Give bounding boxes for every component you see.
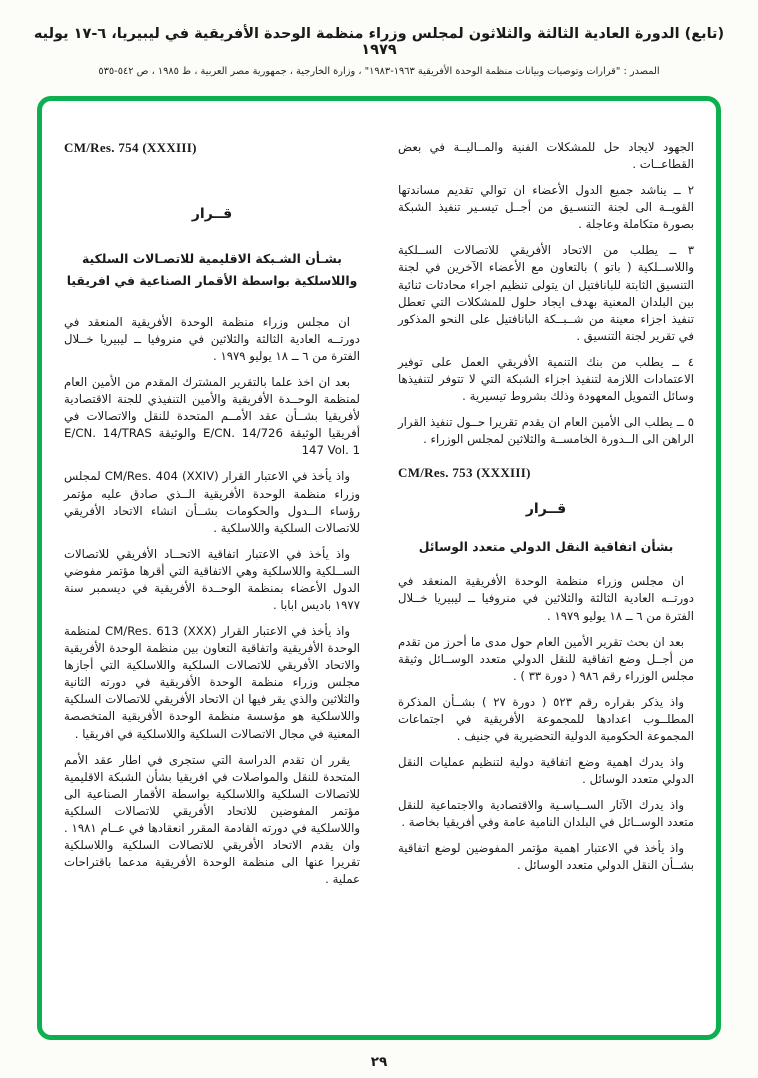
resolution-title-754: بشـأن الشـبكة الاقليمية للاتصـالات السلكية واللاسلكية بواسطة الأقمار الصناعية في افريقيا <box>66 251 358 289</box>
paragraph: واذ يأخذ في الاعتبار اتفاقية الاتحــاد الأفريقي للاتصالات الســلكية واللاسلكية وهي الاتفاقية التي أقرها مؤتمر مفوضي الدول الأعضاء بمنظمة الوحــدة الأفريقية في ديسمبر سنة ١٩٧٧ باديس ابابا . <box>64 546 360 612</box>
resolution-number-753: CM/Res. 753 (XXXIII) <box>398 465 531 481</box>
paragraph: ٥ ــ يطلب الى الأمين العام ان يقدم تقريرا حــول تنفيذ القرار الراهن الى الــدورة الخامســة والثلاثين لمجلس الوزراء . <box>398 415 694 447</box>
document-header <box>20 26 738 77</box>
paragraph: واذ يأخذ في الاعتبار القرار CM/Res. 613 (XXX) لمنظمة الوحدة الأفريقية واتفاقية التعاون بين منظمة الوحدة الأفريقية والاتحاد الأفريقي للاتصالات السلكية واللاسلكية التي أجازها مجلس وزراء منظمة الوحدة الأفريقية في دورته الثانية والثلاثين والذي يقر فيها ان الاتحاد الأفريقي للاتصالات السلكية واللاسلكية هو مؤسسة منظمة الوحدة الأفريقية المتخصصة المعنية في مجال الاتصالات السلكية واللاسلكية في افريقيا . <box>64 624 360 741</box>
page-number: ٢٩ <box>370 1054 388 1070</box>
column-right <box>398 139 694 1019</box>
paragraph: ٢ ــ يناشد جميع الدول الأعضاء ان توالي تقديم مساندتها القويــة الى لجنة التنسـيق من أجــل تيسـير تنفيذ الشبكة بصورة متكاملة وعاجلة . <box>398 183 694 232</box>
two-column-layout <box>64 139 694 1019</box>
paragraph: الجهود لايجاد حل للمشكلات الفنية والمــاليــة في بعض القطاعــات . <box>398 140 694 172</box>
resolution-label-753: قــرار <box>525 501 567 518</box>
resolution-753-block <box>398 464 694 874</box>
paragraph: ٣ ــ يطلب من الاتحاد الأفريقي للاتصالات الســلكية واللاســلكية ( باتو ) بالتعاون مع الأعضاء الآخرين في لجنة التنسيق الثابتة للبانافتيل ان يتولى تنظيم اجراء محادثات ثنائية بين البلدان المعنية بهدف ايجاد حلول للمشكلات التي تعطل تنفيذ اجزاء معينة من شــبــكة البانافتيل على النحو المذكور في تقرير لجنة التنسيق . <box>398 243 694 343</box>
resolution-title-753: بشأن اتفاقية النقل الدولي متعدد الوسائل <box>418 538 674 554</box>
paragraph: يقرر ان تقدم الدراسة التي ستجرى في اطار عقد الأمم المتحدة للنقل والمواصلات في افريقيا بشأن الشبكة الاقليمية للاتصالات السلكية واللاسلكية بواسطة الأقمار الصناعية الى مؤتمر المفوضين للاتحاد الأفريقي للاتصالات السلكية واللاسلكية في دورته القادمة المقرر انعقادها في عــام ١٩٨١ . وان يقدم الاتحاد الأفريقي للاتصالات السلكية واللاسلكية تقريرا عنها الى منظمة الوحدة الأفريقية مدعما باقتراحات عملية . <box>64 752 360 887</box>
resolution-label-754: قــرار <box>191 205 233 222</box>
paragraph: واذ يدرك الآثار الســياسـية والاقتصادية والاجتماعية للنقل متعدد الوســائل في البلدان النامية عامة وفي أفريقيا بخاصة . <box>398 798 694 830</box>
paragraph: بعد ان بحث تقرير الأمين العام حول مدى ما أحرز من تقدم من أجــل وضع اتفاقية للنقل الدولي متعدد الوســائل وثيقة مجلس الوزراء رقم ٩٨٦ ( دورة ٣٣ ) . <box>398 634 694 683</box>
header-source-line: المصدر : "قرارات وتوصيات وبيانات منظمة الوحدة الأفريقية ١٩٦٣-١٩٨٣" ، وزارة الخارجية ، جمهورية مصر العربية ، ط ١٩٨٥ ، ص ٥٤٢-٥٣٥ <box>98 66 660 77</box>
paragraph: واذ يأخذ في الاعتبار القرار CM/Res. 404 (XXIV) لمجلس وزراء منظمة الوحدة الأفريقية الــذي صادق عليه مؤتمر رؤساء الــدول والحكومات بشــأن انشاء الاتحاد الأفريقي للاتصالات السلكية واللاسلكية . <box>64 469 360 535</box>
paragraph: واذ يدرك اهمية وضع اتفاقية دولية لتنظيم عمليات النقل الدولي متعدد الوسائل . <box>398 755 694 787</box>
paragraph: واذ يأخذ في الاعتبار اهمية مؤتمر المفوضين لوضع اتفاقية بشــأن النقل الدولي متعدد الوسائل . <box>398 841 694 873</box>
paragraph: ان مجلس وزراء منظمة الوحدة الأفريقية المنعقد في دورتــه العادية الثالثة والثلاثين في منروفيا ــ ليبيريا خــلال الفترة من ٦ ــ ١٨ يوليو ١٩٧٩ . <box>398 574 694 623</box>
header-title: (تابع) الدورة العادية الثالثة والثلاثون لمجلس وزراء منظمة الوحدة الأفريقية في ليبيريا، ٦-١٧ يوليه ١٩٧٩ <box>33 26 725 58</box>
resolution-number-754: CM/Res. 754 (XXXIII) <box>64 140 197 155</box>
paragraph: ان مجلس وزراء منظمة الوحدة الأفريقية المنعقد في دورتــه العادية الثالثة والثلاثين في منروفيا ــ ليبيريا خــلال الفترة من ٦ ــ ١٨ يوليو ١٩٧٩ . <box>64 314 360 363</box>
paragraph: بعد ان اخذ علما بالتقرير المشترك المقدم من الأمين العام لمنظمة الوحــدة الأفريقية والأمين التنفيذي للجنة الاقتصادية لأفريقيا بشــأن عقد الأمــم المتحدة للنقل والاتصالات في أفريقيا الوثيقة E/CN. 14/726 والوثيقة E/CN. 14/TRAS 147 Vol. 1 <box>64 375 360 458</box>
paragraph: واذ يذكر بقراره رقم ٥٢٣ ( دورة ٢٧ ) بشــأن المذكرة المطلــوب اعدادها للمجموعة الأفريقية في اجتماعات المجموعة الحكومية الدولية التحضيرية في جنيف . <box>398 694 694 743</box>
paragraph: ٤ ــ يطلب من بنك التنمية الأفريقي العمل على توفير الاعتمادات اللازمة لتنفيذ اجزاء الشبكة التي لا تتوفر لتنفيذها وسائل التمويل المعهودة وذلك بشروط تيسيرية . <box>398 354 694 404</box>
content-border-box <box>37 96 721 1040</box>
column-left <box>64 139 360 1019</box>
